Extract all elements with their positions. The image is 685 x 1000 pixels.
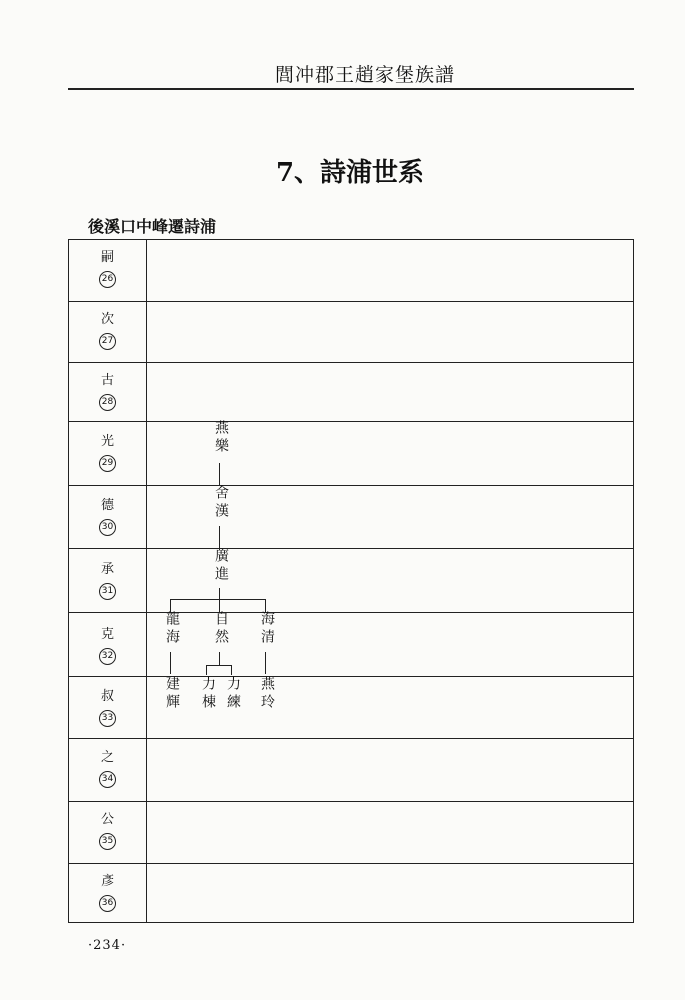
generation-number: 30 (99, 519, 116, 536)
generation-char: 德 (100, 498, 114, 513)
generation-label (69, 687, 146, 727)
generation-label (69, 432, 146, 472)
person-shehan: 舍漢 (213, 485, 229, 521)
generation-char: 次 (100, 312, 114, 327)
generation-label (69, 496, 146, 536)
generation-number: 34 (99, 771, 116, 788)
generation-number: 36 (99, 895, 116, 912)
generation-number: 27 (99, 333, 116, 350)
header-title: 閭冲郡王趙家堡族譜 (274, 64, 455, 86)
row-divider (69, 612, 633, 613)
generation-number: 31 (99, 583, 116, 600)
table-caption: 後溪口中峰遷詩浦 (88, 217, 217, 236)
generation-char: 公 (100, 812, 114, 827)
generation-char: 之 (100, 750, 114, 765)
generation-label (69, 748, 146, 788)
genealogy-table (68, 239, 634, 923)
generation-number: 28 (99, 394, 116, 411)
row-divider (69, 301, 633, 302)
person-lidong: 力棟 (200, 676, 216, 712)
row-divider (69, 676, 633, 677)
generation-char: 克 (100, 627, 114, 642)
generation-label (69, 872, 146, 912)
tree-connector (219, 463, 220, 485)
section-title: 7、詩浦世系 (275, 158, 425, 188)
generation-label (69, 810, 146, 850)
row-divider (69, 863, 633, 864)
tree-branch (206, 665, 232, 666)
row-divider (69, 548, 633, 549)
row-divider (69, 485, 633, 486)
generation-char: 承 (100, 562, 114, 577)
person-guangjin: 廣進 (213, 548, 229, 584)
generation-char: 古 (100, 373, 114, 388)
person-ziran: 自然 (213, 611, 229, 647)
row-divider (69, 738, 633, 739)
row-divider (69, 801, 633, 802)
generation-label (69, 625, 146, 665)
tree-connector (265, 652, 266, 674)
person-yanling: 燕玲 (259, 676, 275, 712)
generation-char: 叔 (100, 689, 114, 704)
page-number: ·234· (88, 938, 127, 953)
person-longhai: 龍海 (164, 611, 180, 647)
tree-connector (219, 652, 220, 666)
generation-number: 29 (99, 455, 116, 472)
generation-char: 彥 (100, 874, 114, 889)
generation-label (69, 560, 146, 600)
generation-number: 26 (99, 271, 116, 288)
generation-label (69, 371, 146, 411)
tree-connector (219, 526, 220, 550)
person-lilian: 力練 (225, 676, 241, 712)
tree-connector (206, 665, 207, 675)
header-rule (68, 88, 634, 90)
tree-connector (170, 652, 171, 674)
row-divider (69, 421, 633, 422)
generation-number: 35 (99, 833, 116, 850)
column-divider (146, 240, 147, 922)
generation-label (69, 248, 146, 288)
person-haiqing: 海清 (259, 611, 275, 647)
generation-number: 33 (99, 710, 116, 727)
person-yanle: 燕樂 (213, 420, 229, 456)
generation-label (69, 310, 146, 350)
tree-branch (170, 599, 266, 600)
tree-connector (231, 665, 232, 675)
generation-char: 光 (100, 434, 114, 449)
generation-char: 嗣 (100, 250, 114, 265)
generation-number: 32 (99, 648, 116, 665)
person-jianhui: 建輝 (164, 676, 180, 712)
row-divider (69, 362, 633, 363)
